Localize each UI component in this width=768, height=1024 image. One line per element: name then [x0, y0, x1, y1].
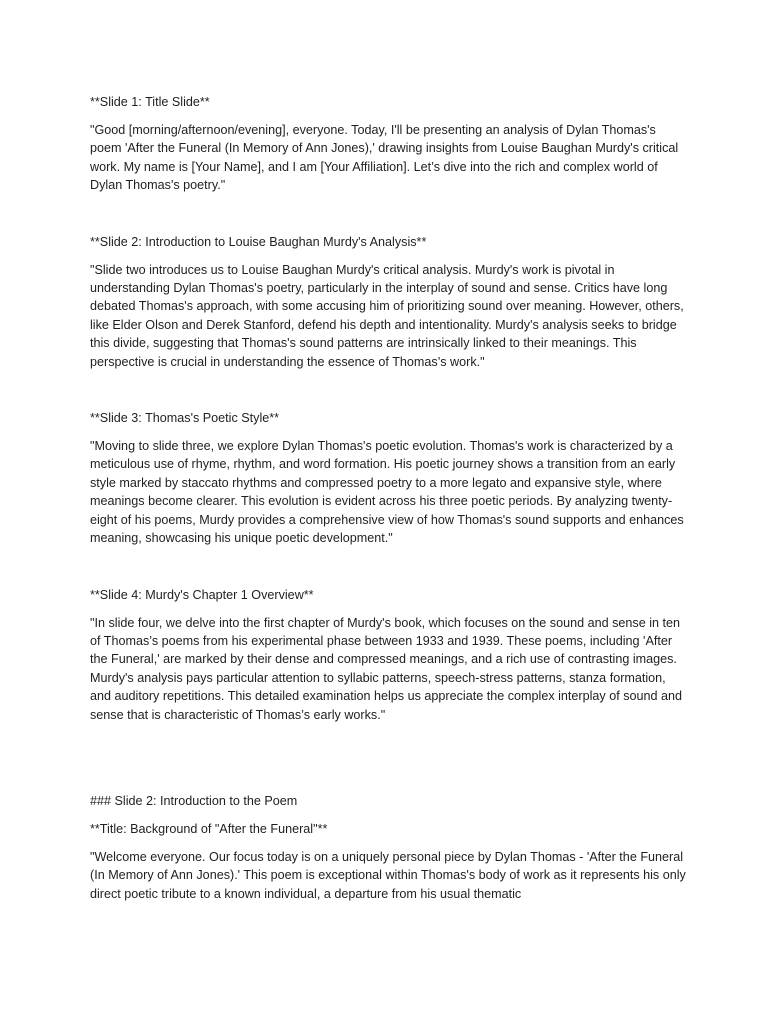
section-body: "Moving to slide three, we explore Dylan Thomas's poetic evolution. Thomas's work is characterized by a meticulous use of rhyme, rhythm, and word formation. His poetic journey shows a transition from an early style marked by staccato rhythms and compressed poetry to a more legato and expansive style, where meanings become clearer. This evolution is evident across his three poetic periods. By analyzing twenty-eight of his poems, Murdy provides a comprehensive view of how Thomas's sound supports and enhances meaning, showcasing his unique poetic development." — [90, 439, 684, 546]
section-poem-introduction — [90, 792, 686, 903]
section-heading: **Slide 1: Title Slide** — [90, 95, 210, 109]
section-body: "In slide four, we delve into the first chapter of Murdy's book, which focuses on the sound and sense in ten of Thomas’s poems from his experimental phase between 1933 and 1939. These poems, including 'After the Funeral,' are marked by their dense and compressed meanings, and a rich use of contrasting images. Murdy's analysis pays particular attention to syllabic patterns, speech-stress patterns, stanza formation, and auditory repetitions. This detailed examination helps us appreciate the complex interplay of sound and sense that is characteristic of Thomas’s early works." — [90, 615, 683, 722]
section-heading: **Slide 4: Murdy's Chapter 1 Overview** — [90, 587, 314, 602]
section-heading: **Slide 3: Thomas's Poetic Style** — [90, 411, 280, 426]
section-slide-3 — [90, 409, 686, 547]
section-slide-2 — [90, 233, 686, 371]
section-body: "Welcome everyone. Our focus today is on a uniquely personal piece by Dylan Thomas - 'After the Funeral (In Memory of Ann Jones).' This poem is exceptional within Thomas's body of work as it represents his only direct poetic tribute to a known individual, a departure from his usual thematic — [90, 849, 686, 901]
section-slide-1 — [90, 93, 686, 195]
slide-title: **Title: Background of "After the Funeral"** — [90, 821, 328, 836]
section-heading: **Slide 2: Introduction to Louise Baughan Murdy's Analysis** — [90, 234, 427, 249]
section-body: "Slide two introduces us to Louise Baughan Murdy's critical analysis. Murdy's work is pivotal in understanding Dylan Thomas's poetry, particularly in the interplay of sound and sense. Critics have long debated Thomas's approach, with some accusing him of prioritizing sound over meaning. However, others, like Elder Olson and Derek Stanford, defend his depth and intentionality. Murdy's analysis seeks to bridge this divide, suggesting that Thomas's sound patterns are intrinsically linked to their meanings. This perspective is crucial in understanding the essence of Thomas’s work." — [90, 262, 684, 369]
markdown-heading: ### Slide 2: Introduction to the Poem — [90, 793, 298, 808]
section-slide-4 — [90, 586, 686, 724]
document-page — [90, 93, 686, 903]
section-body: "Good [morning/afternoon/evening], everyone. Today, I'll be presenting an analysis of Dylan Thomas's poem 'After the Funeral (In Memory of Ann Jones),' drawing insights from Louise Baughan Murdy's critical work. My name is [Your Name], and I am [Your Affiliation]. Let’s dive into the rich and complex world of Dylan Thomas's poetry." — [90, 123, 679, 193]
